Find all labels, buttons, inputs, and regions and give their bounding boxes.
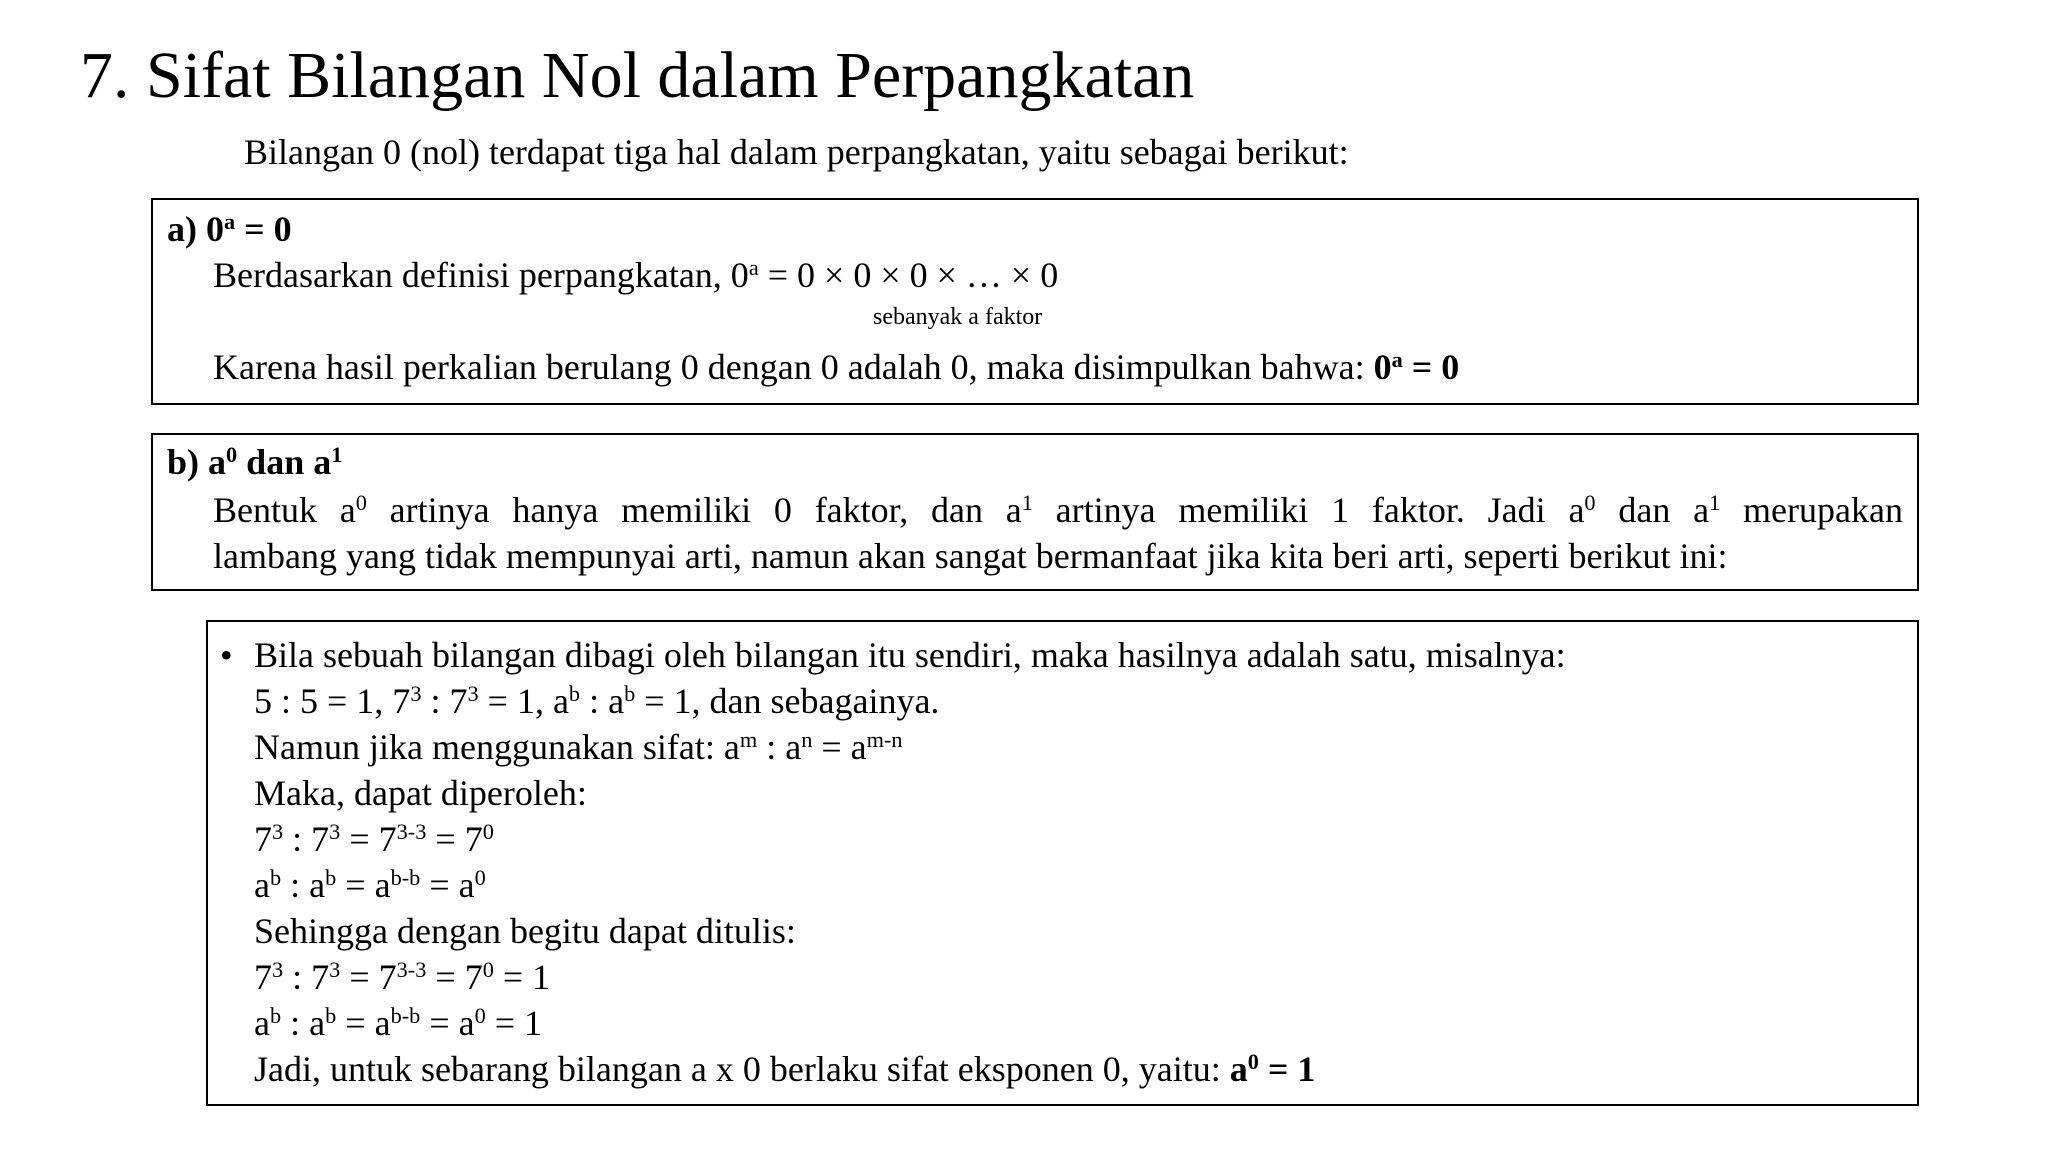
intro-text: Bilangan 0 (nol) terdapat tiga hal dalam perpangkatan, yaitu sebagai berikut: [244,132,1349,172]
section-a-definition: Berdasarkan definisi perpangkatan, $0^a = 0 \times 0 \times 0$ × … × 0 [213,254,1059,295]
underbrace-note: sebanyak a faktor [873,304,1043,330]
box-a0-a1 [151,433,1919,591]
section-a-conclusion: Karena hasil perkalian berulang 0 dengan 0 adalah 0, maka disimpulkan bahwa: $0^a = 0$ [213,346,1460,387]
section-a-heading: a) $0^a = 0$ [167,208,292,249]
c-line-8: $7^3$ : $7^3 = 7^{3-3} = 7^0 = 1$ [254,956,551,997]
c-line-3: Namun jika menggunakan sifat: $a^m$ : $a^n = a^{m-n}$ [254,726,903,767]
c-line-6: $a^b$ : $a^b = a^{b-b} = a^0$ [254,864,486,905]
bullet-icon: • [220,635,233,675]
section-b-heading: b) $a^0$ dan $a^1$ [167,441,343,482]
c-line-9: $a^b$ : $a^b = a^{b-b} = a^0 = 1$ [254,1002,543,1043]
section-b-line1: Bentuk $a^0$ artinya hanya memiliki 0 faktor, dan $a^1$ artinya memiliki 1 faktor. Jadi $a^0$ dan $a^1$ merupakan [213,489,1903,530]
box-zero-power-a [151,198,1919,405]
c-line-10: Jadi, untuk sebarang bilangan a x 0 berlaku sifat eksponen 0, yaitu: $a^0 = 1$ [254,1048,1316,1089]
c-line-2: 5 : 5 = 1, $7^3$ : $7^3 = 1$, $a^b$ : $a^b = 1$, dan sebagainya. [254,680,940,721]
c-line-1: Bila sebuah bilangan dibagi oleh bilangan itu sendiri, maka hasilnya adalah satu, misalnya: [254,635,1566,675]
page-title: 7. Sifat Bilangan Nol dalam Perpangkatan [80,39,1195,112]
c-line-5: $7^3$ : $7^3 = 7^{3-3} = 7^0$ [254,818,494,859]
section-b-line2: lambang yang tidak mempunyai arti, namun akan sangat bermanfaat jika kita beri arti, seperti berikut ini: [213,536,1728,576]
c-line-7: Sehingga dengan begitu dapat ditulis: [254,911,796,951]
box-exponent-zero-derivation [206,620,1919,1106]
c-line-4: Maka, dapat diperoleh: [254,773,587,813]
